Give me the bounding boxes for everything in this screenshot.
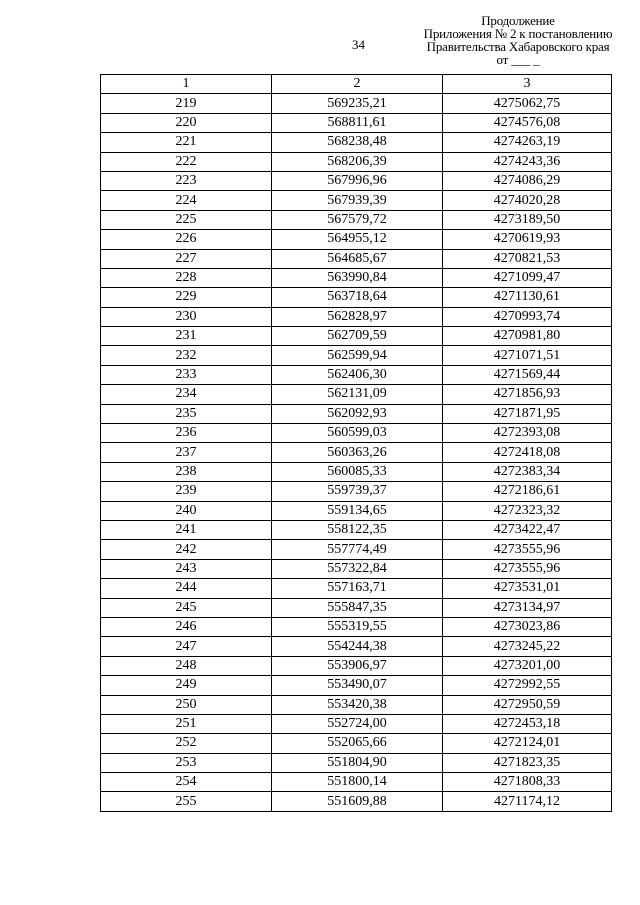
point-number-cell: 234 — [101, 385, 272, 404]
point-number-cell: 251 — [101, 714, 272, 733]
x-coordinate-cell: 555319,55 — [272, 617, 443, 636]
table-row — [101, 152, 612, 171]
table-row — [101, 443, 612, 462]
point-number-cell: 249 — [101, 676, 272, 695]
y-coordinate-cell: 4271569,44 — [443, 365, 612, 384]
table-row — [101, 327, 612, 346]
x-coordinate-cell: 567579,72 — [272, 210, 443, 229]
table-row — [101, 676, 612, 695]
x-coordinate-cell: 551609,88 — [272, 792, 443, 811]
table-row — [101, 714, 612, 733]
x-coordinate-cell: 562709,59 — [272, 327, 443, 346]
y-coordinate-cell: 4273245,22 — [443, 637, 612, 656]
y-coordinate-cell: 4271808,33 — [443, 773, 612, 792]
point-number-cell: 243 — [101, 559, 272, 578]
x-coordinate-cell: 563990,84 — [272, 268, 443, 287]
point-number-cell: 240 — [101, 501, 272, 520]
x-coordinate-cell: 551800,14 — [272, 773, 443, 792]
point-number-cell: 221 — [101, 133, 272, 152]
table-row — [101, 404, 612, 423]
table-row — [101, 773, 612, 792]
column-header-x: 2 — [272, 75, 443, 94]
y-coordinate-cell: 4274086,29 — [443, 171, 612, 190]
point-number-cell: 220 — [101, 113, 272, 132]
table-body — [101, 94, 612, 811]
y-coordinate-cell: 4272992,55 — [443, 676, 612, 695]
y-coordinate-cell: 4273555,96 — [443, 540, 612, 559]
x-coordinate-cell: 553490,07 — [272, 676, 443, 695]
point-number-cell: 253 — [101, 753, 272, 772]
x-coordinate-cell: 557163,71 — [272, 579, 443, 598]
y-coordinate-cell: 4274020,28 — [443, 191, 612, 210]
x-coordinate-cell: 568811,61 — [272, 113, 443, 132]
y-coordinate-cell: 4273555,96 — [443, 559, 612, 578]
table-row — [101, 656, 612, 675]
table-row — [101, 462, 612, 481]
y-coordinate-cell: 4272453,18 — [443, 714, 612, 733]
table-row — [101, 230, 612, 249]
table-row — [101, 424, 612, 443]
x-coordinate-cell: 559134,65 — [272, 501, 443, 520]
header-note-line: Приложения № 2 к постановлению — [423, 26, 613, 41]
x-coordinate-cell: 568206,39 — [272, 152, 443, 171]
point-number-cell: 246 — [101, 617, 272, 636]
table-row — [101, 501, 612, 520]
point-number-cell: 255 — [101, 792, 272, 811]
point-number-cell: 225 — [101, 210, 272, 229]
x-coordinate-cell: 554244,38 — [272, 637, 443, 656]
column-header-number: 1 — [101, 75, 272, 94]
x-coordinate-cell: 562092,93 — [272, 404, 443, 423]
point-number-cell: 223 — [101, 171, 272, 190]
point-number-cell: 226 — [101, 230, 272, 249]
x-coordinate-cell: 562599,94 — [272, 346, 443, 365]
x-coordinate-cell: 562406,30 — [272, 365, 443, 384]
point-number-cell: 228 — [101, 268, 272, 287]
y-coordinate-cell: 4272393,08 — [443, 424, 612, 443]
table-row — [101, 113, 612, 132]
y-coordinate-cell: 4271823,35 — [443, 753, 612, 772]
point-number-cell: 244 — [101, 579, 272, 598]
point-number-cell: 233 — [101, 365, 272, 384]
table-row — [101, 268, 612, 287]
y-coordinate-cell: 4272124,01 — [443, 734, 612, 753]
x-coordinate-cell: 551804,90 — [272, 753, 443, 772]
table-row — [101, 385, 612, 404]
table-row — [101, 210, 612, 229]
y-coordinate-cell: 4274576,08 — [443, 113, 612, 132]
y-coordinate-cell: 4272383,34 — [443, 462, 612, 481]
y-coordinate-cell: 4275062,75 — [443, 94, 612, 113]
table-row — [101, 346, 612, 365]
y-coordinate-cell: 4272323,32 — [443, 501, 612, 520]
table-row — [101, 695, 612, 714]
y-coordinate-cell: 4272418,08 — [443, 443, 612, 462]
table-row — [101, 540, 612, 559]
x-coordinate-cell: 564685,67 — [272, 249, 443, 268]
header-note-line: Продолжение — [481, 13, 555, 28]
y-coordinate-cell: 4273134,97 — [443, 598, 612, 617]
table-row — [101, 637, 612, 656]
x-coordinate-cell: 569235,21 — [272, 94, 443, 113]
table-row — [101, 249, 612, 268]
x-coordinate-cell: 557774,49 — [272, 540, 443, 559]
y-coordinate-cell: 4273422,47 — [443, 520, 612, 539]
x-coordinate-cell: 563718,64 — [272, 288, 443, 307]
x-coordinate-cell: 560599,03 — [272, 424, 443, 443]
y-coordinate-cell: 4274243,36 — [443, 152, 612, 171]
y-coordinate-cell: 4273531,01 — [443, 579, 612, 598]
table-row — [101, 559, 612, 578]
y-coordinate-cell: 4271856,93 — [443, 385, 612, 404]
table-row — [101, 579, 612, 598]
point-number-cell: 239 — [101, 482, 272, 501]
y-coordinate-cell: 4273189,50 — [443, 210, 612, 229]
point-number-cell: 248 — [101, 656, 272, 675]
x-coordinate-cell: 555847,35 — [272, 598, 443, 617]
y-coordinate-cell: 4273201,00 — [443, 656, 612, 675]
point-number-cell: 227 — [101, 249, 272, 268]
y-coordinate-cell: 4273023,86 — [443, 617, 612, 636]
column-header-y: 3 — [443, 75, 612, 94]
point-number-cell: 238 — [101, 462, 272, 481]
point-number-cell: 242 — [101, 540, 272, 559]
point-number-cell: 235 — [101, 404, 272, 423]
table-header-row — [101, 75, 612, 94]
table-row — [101, 792, 612, 811]
y-coordinate-cell: 4272950,59 — [443, 695, 612, 714]
y-coordinate-cell: 4271174,12 — [443, 792, 612, 811]
table-row — [101, 617, 612, 636]
table-row — [101, 288, 612, 307]
point-number-cell: 237 — [101, 443, 272, 462]
x-coordinate-cell: 553906,97 — [272, 656, 443, 675]
point-number-cell: 241 — [101, 520, 272, 539]
y-coordinate-cell: 4271071,51 — [443, 346, 612, 365]
header-note-line: от ___ _ — [496, 52, 540, 67]
x-coordinate-cell: 560363,26 — [272, 443, 443, 462]
point-number-cell: 247 — [101, 637, 272, 656]
point-number-cell: 230 — [101, 307, 272, 326]
table-row — [101, 753, 612, 772]
x-coordinate-cell: 562828,97 — [272, 307, 443, 326]
coordinates-table — [100, 74, 612, 812]
y-coordinate-cell: 4272186,61 — [443, 482, 612, 501]
table-row — [101, 520, 612, 539]
table-row — [101, 171, 612, 190]
x-coordinate-cell: 552724,00 — [272, 714, 443, 733]
appendix-header-note — [418, 14, 618, 66]
y-coordinate-cell: 4271099,47 — [443, 268, 612, 287]
table-row — [101, 133, 612, 152]
x-coordinate-cell: 562131,09 — [272, 385, 443, 404]
point-number-cell: 245 — [101, 598, 272, 617]
point-number-cell: 232 — [101, 346, 272, 365]
y-coordinate-cell: 4270981,80 — [443, 327, 612, 346]
y-coordinate-cell: 4271871,95 — [443, 404, 612, 423]
y-coordinate-cell: 4270619,93 — [443, 230, 612, 249]
x-coordinate-cell: 558122,35 — [272, 520, 443, 539]
point-number-cell: 222 — [101, 152, 272, 171]
page-number: 34 — [352, 37, 365, 52]
point-number-cell: 231 — [101, 327, 272, 346]
x-coordinate-cell: 557322,84 — [272, 559, 443, 578]
table-row — [101, 307, 612, 326]
x-coordinate-cell: 559739,37 — [272, 482, 443, 501]
table-row — [101, 94, 612, 113]
table-row — [101, 482, 612, 501]
y-coordinate-cell: 4274263,19 — [443, 133, 612, 152]
point-number-cell: 252 — [101, 734, 272, 753]
point-number-cell: 224 — [101, 191, 272, 210]
point-number-cell: 254 — [101, 773, 272, 792]
point-number-cell: 250 — [101, 695, 272, 714]
x-coordinate-cell: 560085,33 — [272, 462, 443, 481]
table-row — [101, 734, 612, 753]
x-coordinate-cell: 552065,66 — [272, 734, 443, 753]
table-row — [101, 598, 612, 617]
x-coordinate-cell: 567996,96 — [272, 171, 443, 190]
x-coordinate-cell: 553420,38 — [272, 695, 443, 714]
y-coordinate-cell: 4270993,74 — [443, 307, 612, 326]
table-row — [101, 365, 612, 384]
x-coordinate-cell: 567939,39 — [272, 191, 443, 210]
point-number-cell: 229 — [101, 288, 272, 307]
y-coordinate-cell: 4271130,61 — [443, 288, 612, 307]
header-note-line: Правительства Хабаровского края — [426, 39, 610, 54]
point-number-cell: 236 — [101, 424, 272, 443]
point-number-cell: 219 — [101, 94, 272, 113]
x-coordinate-cell: 568238,48 — [272, 133, 443, 152]
table-row — [101, 191, 612, 210]
x-coordinate-cell: 564955,12 — [272, 230, 443, 249]
y-coordinate-cell: 4270821,53 — [443, 249, 612, 268]
